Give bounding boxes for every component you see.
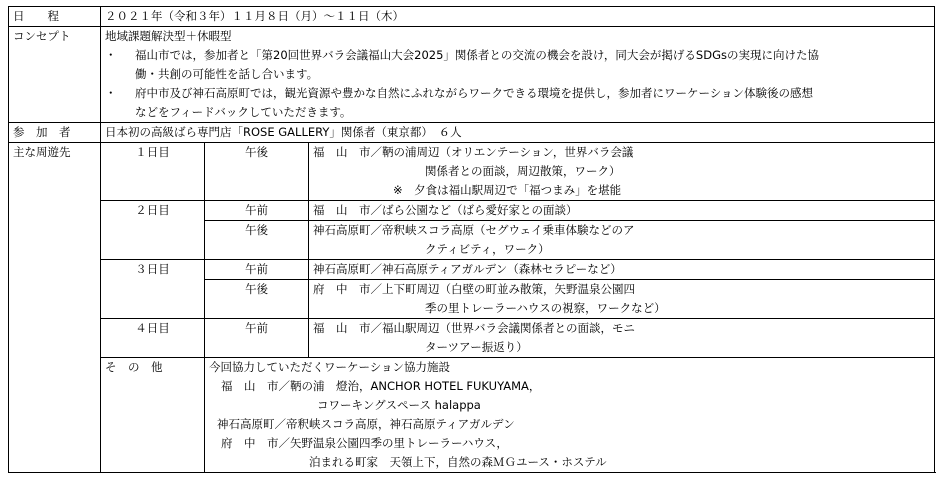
destination-detail <box>309 201 935 221</box>
other-line: 神石高原町／帝釈峡スコラ高原，神石高原ティアガルデン <box>217 417 515 431</box>
other-label: そ の 他 <box>101 358 205 473</box>
concept-cell <box>101 27 935 123</box>
detail-line: 神石高原町／神石高原ティアガルデン（森林セラピーなど） <box>313 262 622 276</box>
time-slot: 午前 <box>205 260 309 280</box>
other-line: 府 中 市／矢野温泉公園四季の里トレーラーハウス， <box>221 436 508 450</box>
destinations-label: 主な周遊先 <box>9 143 101 473</box>
detail-note: ※ 夕食は福山駅周辺で「福つまみ」を堪能 <box>393 183 622 197</box>
participants-label: 参 加 者 <box>9 123 101 143</box>
detail-line: 福 山 市／ばら公園など（ばら愛好家との面談） <box>313 203 578 217</box>
other-cell <box>205 358 935 473</box>
destination-detail <box>309 280 935 319</box>
day-row <box>9 201 935 221</box>
time-slot: 午後 <box>205 221 309 260</box>
destination-detail <box>309 143 935 201</box>
itinerary-table <box>8 6 935 473</box>
schedule-label: 日 程 <box>9 7 101 27</box>
day-row <box>9 319 935 358</box>
day-label: ３日目 <box>101 260 205 319</box>
concept-bullet-1 <box>105 46 930 65</box>
time-slot: 午後 <box>205 143 309 201</box>
bullet-marker: ・ <box>105 48 117 62</box>
day-label: １日目 <box>101 143 205 201</box>
concept-bullet-1-line1: 福山市では，参加者と「第20回世界バラ会議福山大会2025」関係者との交流の機会を設け，同大会が掲げるSDGsの実現に向けた協 <box>135 48 819 62</box>
other-row <box>9 358 935 473</box>
time-slot: 午前 <box>205 201 309 221</box>
day-label: ４日目 <box>101 319 205 358</box>
bullet-marker: ・ <box>105 86 117 100</box>
concept-bullet-1-line2: 働・共創の可能性を話し合います。 <box>135 67 319 81</box>
detail-line: 福 山 市／福山駅周辺（世界バラ会議関係者との面談，モニ <box>313 321 635 335</box>
concept-label: コンセプト <box>9 27 101 123</box>
other-line: 今回協力していただくワーケーション協力施設 <box>209 360 451 374</box>
participants-value: 日本初の高級ばら専門店「ROSE GALLERY」関係者（東京都） ６人 <box>101 123 935 143</box>
day-row <box>9 260 935 280</box>
day-label: ２日目 <box>101 201 205 260</box>
concept-bullet-2-line2: などをフィードバックしていただきます。 <box>135 105 352 119</box>
detail-line: 関係者との面談，周辺散策，ワーク） <box>425 164 621 178</box>
other-line: 泊まれる町家 天領上下，自然の森ＭＧユース・ホステル <box>309 455 607 469</box>
other-line: コワーキングスペース halappa <box>317 398 481 412</box>
concept-row <box>9 27 935 123</box>
time-slot: 午後 <box>205 280 309 319</box>
other-line: 福 山 市／鞆の浦 燈治，ANCHOR HOTEL FUKUYAMA， <box>221 379 541 393</box>
destination-detail <box>309 319 935 358</box>
destination-detail <box>309 260 935 280</box>
detail-line: 神石高原町／帝釈峡スコラ高原（セグウェイ乗車体験などのア <box>313 223 635 237</box>
detail-line: 府 中 市／上下町周辺（白壁の町並み散策，矢野温泉公園四 <box>313 282 635 296</box>
concept-bullet-2-line1: 府中市及び神石高原町では，観光資源や豊かな自然にふれながらワークできる環境を提供し，参加者にワーケーション体験後の感想 <box>135 86 814 100</box>
day-row <box>9 143 935 201</box>
detail-line: 福 山 市／鞆の浦周辺（オリエンテーション，世界バラ会議 <box>313 145 634 159</box>
detail-line: 季の里トレーラーハウスの視察，ワークなど） <box>425 301 666 315</box>
concept-title: 地域課題解決型＋休暇型 <box>105 29 232 43</box>
destination-detail <box>309 221 935 260</box>
detail-line: ターツアー振返り） <box>425 340 528 354</box>
detail-line: クティビティ，ワーク） <box>425 242 550 256</box>
schedule-value: ２０２１年（令和３年）１１月８日（月）～１１日（木） <box>101 7 935 27</box>
concept-bullet-2 <box>105 84 930 103</box>
time-slot: 午前 <box>205 319 309 358</box>
participants-row <box>9 123 935 143</box>
schedule-row <box>9 7 935 27</box>
